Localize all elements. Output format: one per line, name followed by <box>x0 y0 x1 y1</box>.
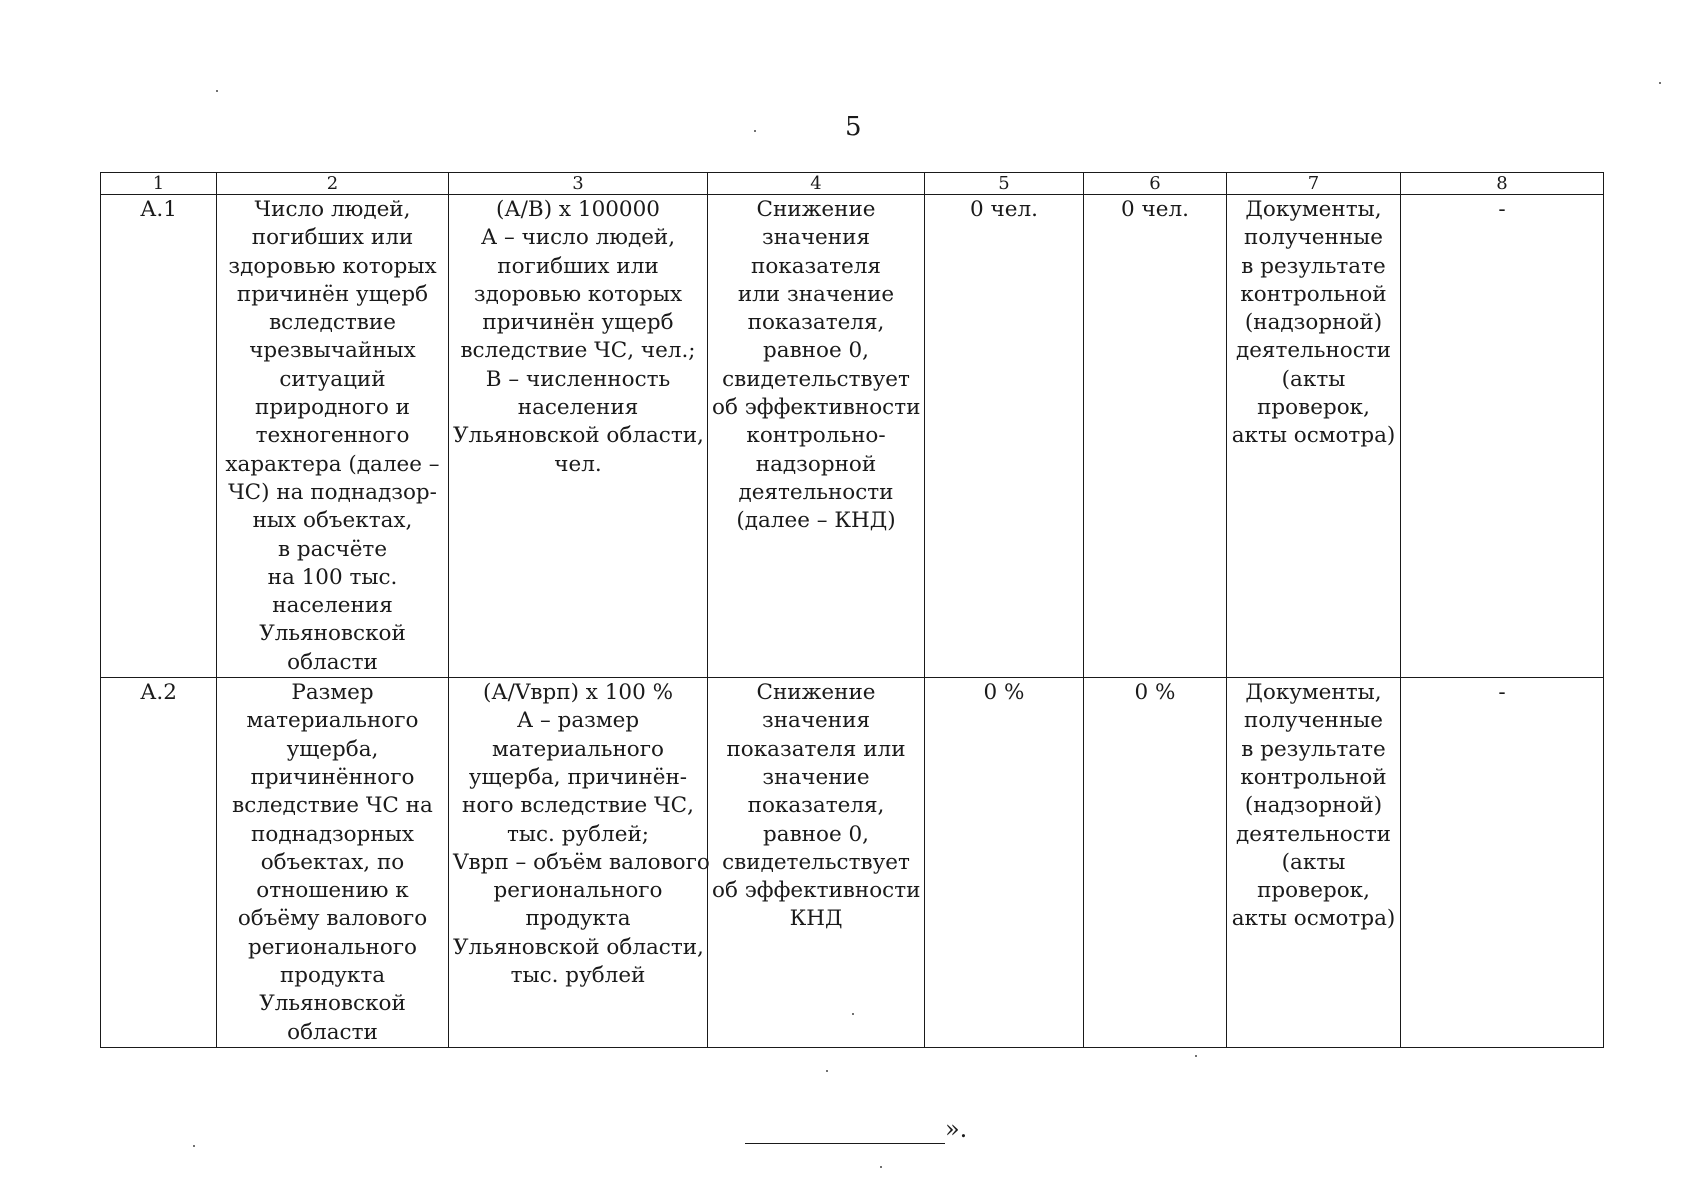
indicator-interpretation-line: об эффективности <box>712 878 921 904</box>
indicator-formula-line: тыс. рублей; <box>506 821 650 847</box>
column-number-2: 2 <box>217 173 449 195</box>
scan-speck <box>216 90 218 92</box>
indicator-name <box>217 678 449 1048</box>
column-number-3: 3 <box>449 173 708 195</box>
indicator-name-line: поднадзорных <box>251 821 414 847</box>
indicator-interpretation-line: показателя или <box>726 736 906 762</box>
column-number-row <box>101 173 1604 195</box>
indicator-formula-line: погибших или <box>497 253 659 279</box>
indicator-value-col5: 0 % <box>925 678 1084 1048</box>
indicator-formula-line: А – число людей, <box>480 225 676 251</box>
indicator-interpretation-line: контрольно- <box>746 423 886 449</box>
indicator-formula-line: Ульяновской области, <box>453 423 704 449</box>
scan-speck <box>754 130 756 132</box>
indicator-formula-line: здоровью которых <box>473 281 683 307</box>
indicator-interpretation-line: равное 0, <box>762 338 870 364</box>
indicator-interpretation-line: свидетельствует <box>722 366 910 392</box>
indicator-formula-line: вследствие ЧС, чел.; <box>460 338 696 364</box>
indicator-source-line: контрольной <box>1240 281 1387 307</box>
indicator-interpretation-line: или значение <box>737 281 895 307</box>
indicator-interpretation-line: Снижение <box>756 197 876 222</box>
indicator-formula-line: (А/В) x 100000 <box>496 197 660 222</box>
indicator-name-line: техногенного <box>255 423 410 449</box>
indicator-name-line: Число людей, <box>254 197 411 222</box>
indicator-interpretation-line: свидетельствует <box>722 849 910 875</box>
indicator-source <box>1227 678 1401 1048</box>
indicator-source-line: акты осмотра) <box>1231 423 1396 449</box>
indicator-source-line: проверок, <box>1257 395 1370 421</box>
indicator-name-line: чрезвычайных <box>249 338 416 364</box>
indicator-name-line: материального <box>246 708 419 734</box>
indicator-name-line: причинённого <box>250 764 415 790</box>
indicator-name-line: причинён ущерб <box>236 281 429 307</box>
table-row <box>101 195 1604 678</box>
indicator-name-line: Ульяновской <box>259 621 406 647</box>
indicator-name-line: Ульяновской <box>259 991 406 1017</box>
indicator-interpretation-line: равное 0, <box>762 821 870 847</box>
indicator-name-line: отношению к <box>256 878 409 904</box>
indicator-formula-line: населения <box>517 395 639 421</box>
indicator-name-line: населения <box>272 593 393 619</box>
indicator-formula-line: ного вследствие ЧС, <box>462 793 694 819</box>
column-number-6: 6 <box>1084 173 1227 195</box>
scan-speck <box>826 1070 828 1072</box>
indicator-name-line: области <box>287 1019 378 1045</box>
indicator-interpretation-line: об эффективности <box>712 395 921 421</box>
indicator-name-line: вследствие <box>269 310 396 336</box>
indicator-interpretation-line: надзорной <box>755 451 877 477</box>
indicator-source-line: проверок, <box>1257 878 1370 904</box>
indicator-interpretation-line: значения <box>761 708 871 734</box>
indicator-name-line: природного и <box>254 395 410 421</box>
indicator-formula-line: чел. <box>554 451 602 477</box>
indicator-formula <box>449 678 708 1048</box>
indicator-formula-line: тыс. рублей <box>510 963 646 989</box>
indicator-value-col6: 0 чел. <box>1084 195 1227 678</box>
indicator-source-line: Документы, <box>1245 197 1382 222</box>
scan-speck <box>852 1013 854 1015</box>
indicator-name-line: Размер <box>291 680 374 706</box>
scan-speck <box>1195 1055 1197 1057</box>
indicator-interpretation-line: деятельности <box>738 479 894 505</box>
indicator-formula-line: причинён ущерб <box>482 310 674 336</box>
indicator-source-line: полученные <box>1243 708 1383 734</box>
indicator-name-line: ущерба, <box>286 736 379 762</box>
indicator-name-line: ных объектах, <box>252 508 413 534</box>
indicator-formula-line: (А/Vврп) x 100 % <box>482 680 674 706</box>
indicator-name-line: в расчёте <box>277 536 388 562</box>
indicator-formula-line: В – численность <box>485 366 671 392</box>
indicator-interpretation-line: (далее – КНД) <box>736 508 896 534</box>
indicator-name-line: на 100 тыс. <box>267 564 398 590</box>
indicator-source-line: контрольной <box>1240 764 1387 790</box>
indicator-id: А.1 <box>101 195 217 678</box>
indicator-name-line: погибших или <box>251 225 414 251</box>
indicator-source-line: Документы, <box>1245 680 1382 706</box>
scan-speck <box>880 1166 882 1168</box>
indicator-value-col5: 0 чел. <box>925 195 1084 678</box>
column-number-4: 4 <box>708 173 925 195</box>
indicator-id: А.2 <box>101 678 217 1048</box>
indicator-name-line: объектах, по <box>260 849 405 875</box>
page-number: 5 <box>845 112 862 142</box>
closing-mark <box>745 1114 967 1144</box>
column-number-7: 7 <box>1227 173 1401 195</box>
indicator-formula-line: регионального <box>493 878 663 904</box>
signature-line <box>745 1119 945 1144</box>
indicator-name <box>217 195 449 678</box>
indicator-interpretation-line: значения <box>761 225 871 251</box>
indicator-source-line: деятельности <box>1235 338 1392 364</box>
indicator-formula-line: Ульяновской области, <box>453 934 704 960</box>
indicator-formula <box>449 195 708 678</box>
indicator-interpretation <box>708 678 925 1048</box>
indicator-source-line: полученные <box>1243 225 1383 251</box>
indicator-formula-line: ущерба, причинён- <box>468 764 688 790</box>
indicator-name-line: вследствие ЧС на <box>232 793 433 819</box>
indicator-name-line: области <box>287 649 378 675</box>
closing-quote: ». <box>945 1115 968 1143</box>
indicator-source-line: (акты <box>1281 849 1346 875</box>
indicator-source-line: в результате <box>1241 253 1386 279</box>
indicator-source <box>1227 195 1401 678</box>
indicator-interpretation-line: показателя <box>751 253 881 279</box>
scan-speck <box>1659 82 1661 84</box>
indicator-source-line: деятельности <box>1235 821 1392 847</box>
table-row <box>101 678 1604 1048</box>
indicator-formula-line: А – размер <box>516 708 640 734</box>
indicator-name-line: объёму валового <box>237 906 428 932</box>
indicator-source-line: (надзорной) <box>1244 793 1383 819</box>
indicator-name-line: здоровью которых <box>228 253 437 279</box>
scan-speck <box>193 1145 195 1147</box>
indicator-formula-line: материального <box>492 736 664 762</box>
indicator-name-line: ситуаций <box>279 366 386 392</box>
table-body <box>101 195 1604 1048</box>
indicator-name-line: характера (далее – <box>225 451 440 477</box>
indicator-interpretation-line: показателя, <box>747 793 885 819</box>
indicators-table <box>100 172 1604 1048</box>
indicator-interpretation-line: показателя, <box>747 310 885 336</box>
indicator-interpretation-line: КНД <box>789 906 843 932</box>
indicator-formula-line: Vврп – объём валового <box>453 849 710 875</box>
indicator-col8: - <box>1401 195 1604 678</box>
column-number-8: 8 <box>1401 173 1604 195</box>
indicator-value-col6: 0 % <box>1084 678 1227 1048</box>
indicator-source-line: в результате <box>1241 736 1386 762</box>
indicator-interpretation-line: Снижение <box>756 680 876 706</box>
indicator-col8: - <box>1401 678 1604 1048</box>
column-number-1: 1 <box>101 173 217 195</box>
indicator-name-line: ЧС) на поднадзор- <box>228 479 437 505</box>
indicator-name-line: регионального <box>247 934 418 960</box>
indicator-source-line: акты осмотра) <box>1231 906 1396 932</box>
indicator-interpretation-line: значение <box>762 764 870 790</box>
indicator-interpretation <box>708 195 925 678</box>
indicator-name-line: продукта <box>279 963 386 989</box>
indicator-source-line: (надзорной) <box>1244 310 1383 336</box>
column-number-5: 5 <box>925 173 1084 195</box>
indicator-formula-line: продукта <box>525 906 631 932</box>
indicator-source-line: (акты <box>1281 366 1346 392</box>
